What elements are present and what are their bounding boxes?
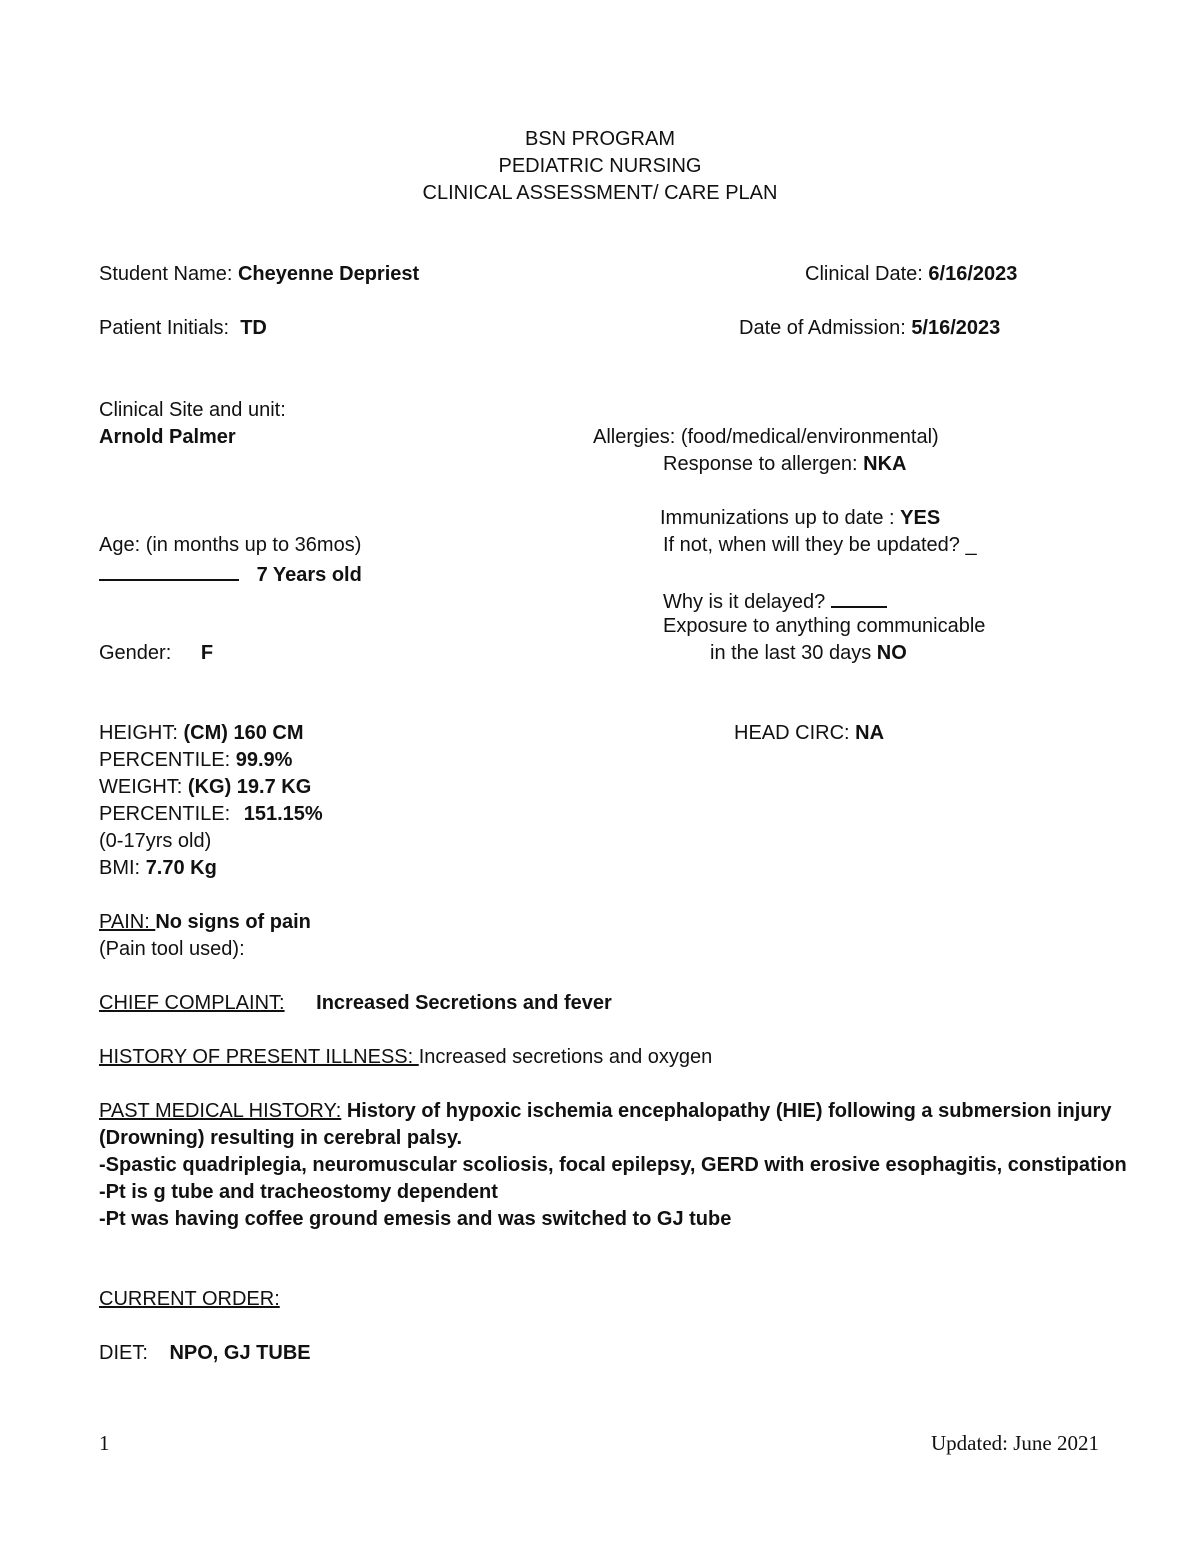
clinical-site-label: Clinical Site and unit: — [99, 399, 286, 421]
height-percentile-row — [99, 747, 292, 774]
head-circ-row — [734, 720, 884, 747]
weight-percentile-row — [99, 801, 323, 828]
age-label: Age: (in months up to 36mos) — [99, 534, 362, 556]
exposure-line-2: in the last 30 days — [710, 642, 872, 664]
updated-date: Updated: June 2021 — [931, 1431, 1099, 1455]
age-row — [99, 559, 362, 589]
immunization-update-row — [663, 532, 977, 559]
height-row — [99, 720, 303, 747]
pain-label: PAIN: — [99, 911, 156, 933]
pmh-line-3: -Spastic quadriplegia, neuromuscular scoliosis, focal epilepsy, GERD with erosive esophagitis, constipation — [99, 1154, 1127, 1176]
diet-label: DIET: — [99, 1342, 148, 1364]
pmh-line-1: History of hypoxic ischemia encephalopathy (HIE) following a submersion injury — [346, 1100, 1112, 1122]
patient-initials-row — [99, 315, 267, 342]
age-value: 7 Years old — [256, 564, 362, 586]
chief-complaint-value: Increased Secretions and fever — [316, 992, 612, 1014]
weight-value: (KG) 19.7 KG — [187, 776, 312, 798]
immunization-update-label: If not, when will they be updated? — [663, 534, 960, 556]
bmi-value: 7.70 Kg — [145, 857, 217, 879]
admission-date-row — [739, 315, 1000, 342]
clinical-date-value: 6/16/2023 — [928, 263, 1018, 285]
current-order-label: CURRENT ORDER: — [99, 1288, 280, 1310]
clinical-date-row — [805, 261, 1017, 288]
age-blank-line — [99, 559, 239, 581]
pain-tool-label: (Pain tool used): — [99, 938, 245, 960]
immunization-update-value: _ — [965, 534, 977, 556]
height-value: (CM) 160 CM — [183, 722, 304, 744]
delay-blank-line — [831, 586, 887, 608]
student-name-label: Student Name: — [99, 263, 233, 285]
weight-row — [99, 774, 311, 801]
exposure-line-1: Exposure to anything communicable — [663, 615, 986, 637]
admission-date-label: Date of Admission: — [739, 317, 906, 339]
diet-value: NPO, GJ TUBE — [169, 1342, 311, 1364]
gender-value: F — [200, 642, 214, 664]
immunizations-row — [660, 505, 940, 532]
head-circ-label: HEAD CIRC: — [734, 722, 850, 744]
student-name-value: Cheyenne Depriest — [237, 263, 420, 285]
immunizations-value: YES — [900, 507, 941, 529]
allergen-response-label: Response to allergen: — [663, 453, 858, 475]
chief-complaint-label: CHIEF COMPLAINT: — [99, 992, 285, 1014]
patient-initials-label: Patient Initials: — [99, 317, 230, 339]
height-percentile-label: PERCENTILE: — [99, 749, 231, 771]
hpi-row — [99, 1044, 712, 1071]
pmh-row — [99, 1098, 1111, 1125]
header-line-2: PEDIATRIC NURSING — [498, 155, 702, 177]
admission-date-value: 5/16/2023 — [911, 317, 1001, 339]
pain-value: No signs of pain — [155, 911, 311, 933]
weight-percentile-label: PERCENTILE: — [99, 803, 231, 825]
chief-complaint-row — [99, 990, 612, 1017]
allergen-response-value: NKA — [863, 453, 907, 475]
pmh-line-2: (Drowning) resulting in cerebral palsy. — [99, 1127, 463, 1149]
height-label: HEIGHT: — [99, 722, 178, 744]
immunizations-label: Immunizations up to date : — [660, 507, 895, 529]
bmi-row — [99, 855, 217, 882]
gender-label: Gender: — [99, 642, 172, 664]
patient-initials-value: TD — [240, 317, 267, 339]
page-number: 1 — [99, 1431, 110, 1455]
age-range-note: (0-17yrs old) — [99, 830, 212, 852]
delay-label: Why is it delayed? — [663, 591, 826, 613]
allergies-label: Allergies: (food/medical/environmental) — [593, 426, 939, 448]
header-line-1: BSN PROGRAM — [524, 128, 676, 150]
hpi-label: HISTORY OF PRESENT ILLNESS: — [99, 1046, 419, 1068]
header-line-3: CLINICAL ASSESSMENT/ CARE PLAN — [422, 182, 778, 204]
clinical-site-value: Arnold Palmer — [99, 426, 236, 448]
pmh-line-5: -Pt was having coffee ground emesis and was switched to GJ tube — [99, 1208, 732, 1230]
hpi-value: Increased secretions and oxygen — [418, 1046, 713, 1068]
exposure-value: NO — [876, 642, 907, 664]
student-name-row — [99, 261, 419, 288]
height-percentile-value: 99.9% — [235, 749, 293, 771]
exposure-row — [710, 640, 907, 667]
pmh-label: PAST MEDICAL HISTORY: — [99, 1100, 342, 1122]
clinical-date-label: Clinical Date: — [805, 263, 923, 285]
weight-percentile-value: 151.15% — [243, 803, 323, 825]
head-circ-value: NA — [855, 722, 885, 744]
pain-row — [99, 909, 311, 936]
allergen-response-row — [663, 451, 906, 478]
weight-label: WEIGHT: — [99, 776, 183, 798]
delay-row — [663, 586, 887, 616]
gender-row — [99, 640, 213, 667]
pmh-line-4: -Pt is g tube and tracheostomy dependent — [99, 1181, 498, 1203]
bmi-label: BMI: — [99, 857, 141, 879]
diet-row — [99, 1340, 311, 1367]
